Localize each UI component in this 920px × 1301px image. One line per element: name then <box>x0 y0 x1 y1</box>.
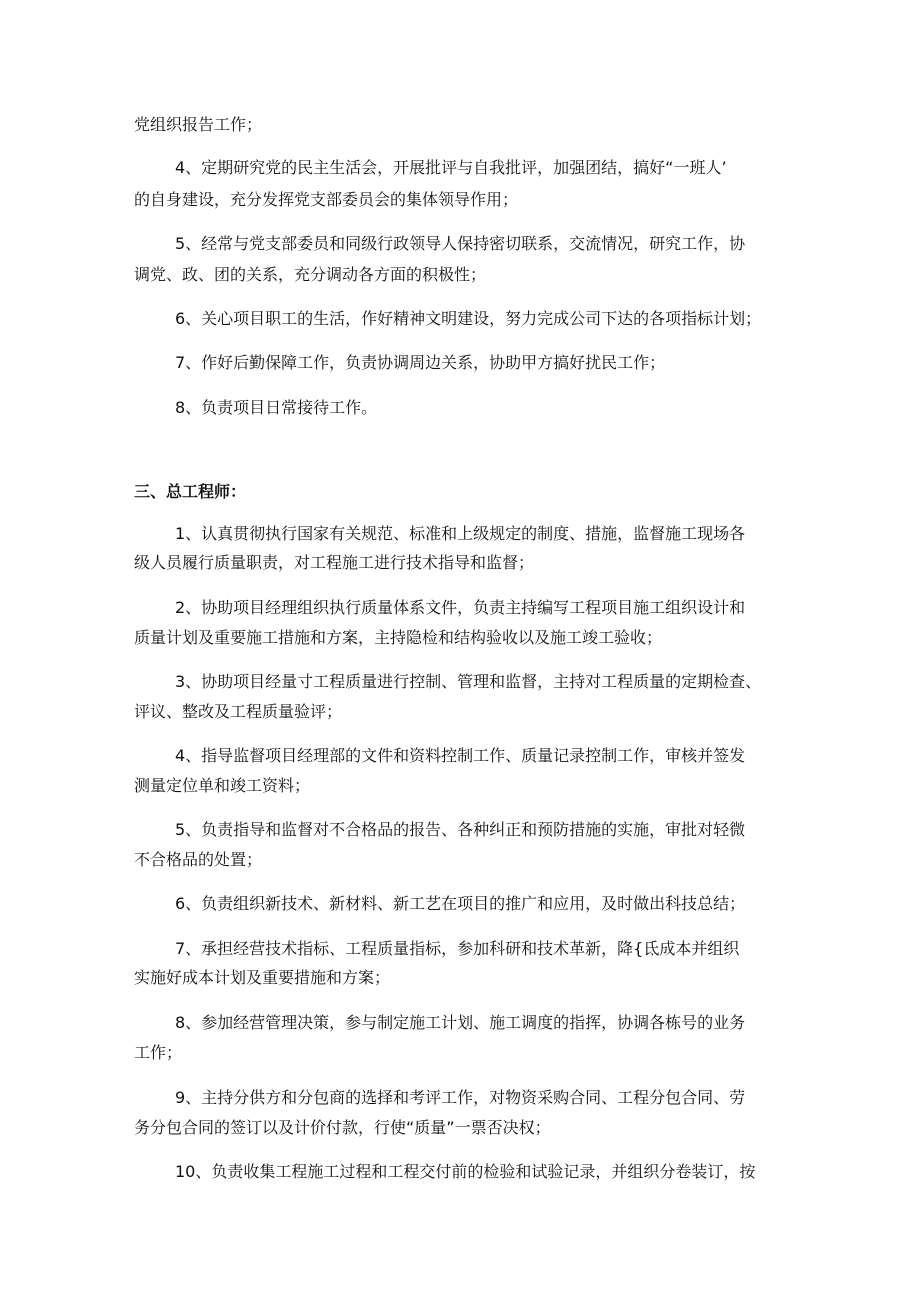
text-line: 党组织报告工作； <box>134 115 263 134</box>
text-line: 7、承担经营技术指标、工程质量指标，参加科研和技术革新，降{氐成本并组织 <box>175 939 740 958</box>
text-line: 的自身建设，充分发挥党支部委员会的集体领导作用； <box>134 190 519 209</box>
text-line: 工作； <box>134 1043 183 1062</box>
text-line: 3、协助项目经量寸工程质量进行控制、管理和监督，主持对工程质量的定期检查、 <box>175 672 762 691</box>
text-line: 调党、政、团的关系，充分调动各方面的积极性； <box>134 265 487 284</box>
text-line: 2、协助项目经理组织执行质量体系文件，负责主持编写工程项目施工组织设计和 <box>175 598 746 617</box>
text-line: 4、定期研究党的民主生活会，开展批评与自我批评，加强团结，搞好“一班人’ <box>175 158 727 177</box>
text-line: 质量计划及重要施工措施和方案，主持隐检和结构验收以及施工竣工验收； <box>134 628 663 647</box>
text-line: 5、经常与党支部委员和同级行政领导人保持密切联系，交流情况，研究工作，协 <box>175 234 746 253</box>
text-line: 测量定位单和竣工资料； <box>134 776 311 795</box>
text-line: 实施好成本计划及重要措施和方案； <box>134 968 391 987</box>
text-line: 5、负责指导和监督对不合格品的报告、各种纠正和预防措施的实施，审批对轻微 <box>175 820 746 839</box>
text-line: 评议、整改及工程质量验评； <box>134 702 343 721</box>
text-line: 1、认真贯彻执行国家有关规范、标准和上级规定的制度、措施，监督施工现场各 <box>175 524 746 543</box>
text-line: 6、关心项目职工的生活，作好精神文明建设，努力完成公司下达的各项指标计划； <box>175 309 762 328</box>
text-line: 8、负责项目日常接待工作。 <box>175 398 378 417</box>
text-line: 9、主持分供方和分包商的选择和考评工作，对物资采购合同、工程分包合同、劳 <box>175 1088 746 1107</box>
text-line: 6、负责组织新技术、新材料、新工艺在项目的推广和应用，及时做出科技总结； <box>175 894 746 913</box>
text-line: 不合格品的处置； <box>134 850 263 869</box>
text-line: 务分包合同的签订以及计价付款，行使“质量”一票否决权； <box>134 1118 551 1137</box>
text-line: 8、参加经营管理决策，参与制定施工计划、施工调度的指挥，协调各栋号的业务 <box>175 1013 746 1032</box>
text-line: 级人员履行质量职责，对工程施工进行技术指导和监督； <box>134 553 535 572</box>
text-line: 4、指导监督项目经理部的文件和资料控制工作、质量记录控制工作，审核并签发 <box>175 746 746 765</box>
text-line: 10、负责收集工程施工过程和工程交付前的检验和试验记录，并组织分卷装订，按 <box>175 1162 756 1181</box>
section-heading: 三、总工程师： <box>134 482 247 501</box>
text-line: 7、作好后勤保障工作，负责协调周边关系，协助甲方搞好扰民工作； <box>175 353 666 372</box>
